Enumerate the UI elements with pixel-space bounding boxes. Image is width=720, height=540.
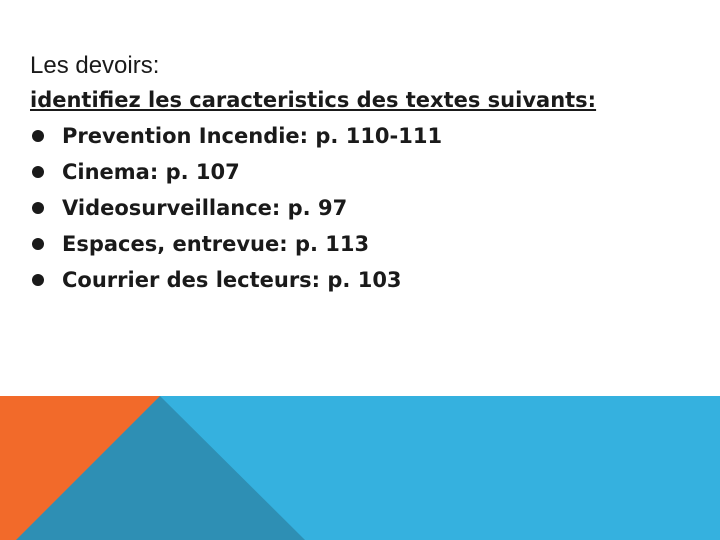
list-item-text: Videosurveillance: p. 97 [62,196,348,220]
list-item-text: Cinema: p. 107 [62,160,240,184]
list-item [30,154,690,190]
bullet-icon [32,166,44,178]
list-item [30,226,690,262]
decorative-footer [0,396,720,540]
bullet-icon [32,238,44,250]
list-item [30,262,690,298]
list-item [30,190,690,226]
slide-subheading: identifiez les caracteristics des textes suivants: [30,88,597,112]
bullet-icon [32,274,44,286]
list-item-text: Espaces, entrevue: p. 113 [62,232,370,256]
bullet-icon [32,202,44,214]
slide-content [30,50,690,298]
list-item-text: Prevention Incendie: p. 110-111 [62,124,443,148]
bullet-icon [32,130,44,142]
list-item [30,118,690,154]
list-item-text: Courrier des lecteurs: p. 103 [62,268,402,292]
assignment-list [30,118,690,298]
slide-heading: Les devoirs: [30,52,160,79]
